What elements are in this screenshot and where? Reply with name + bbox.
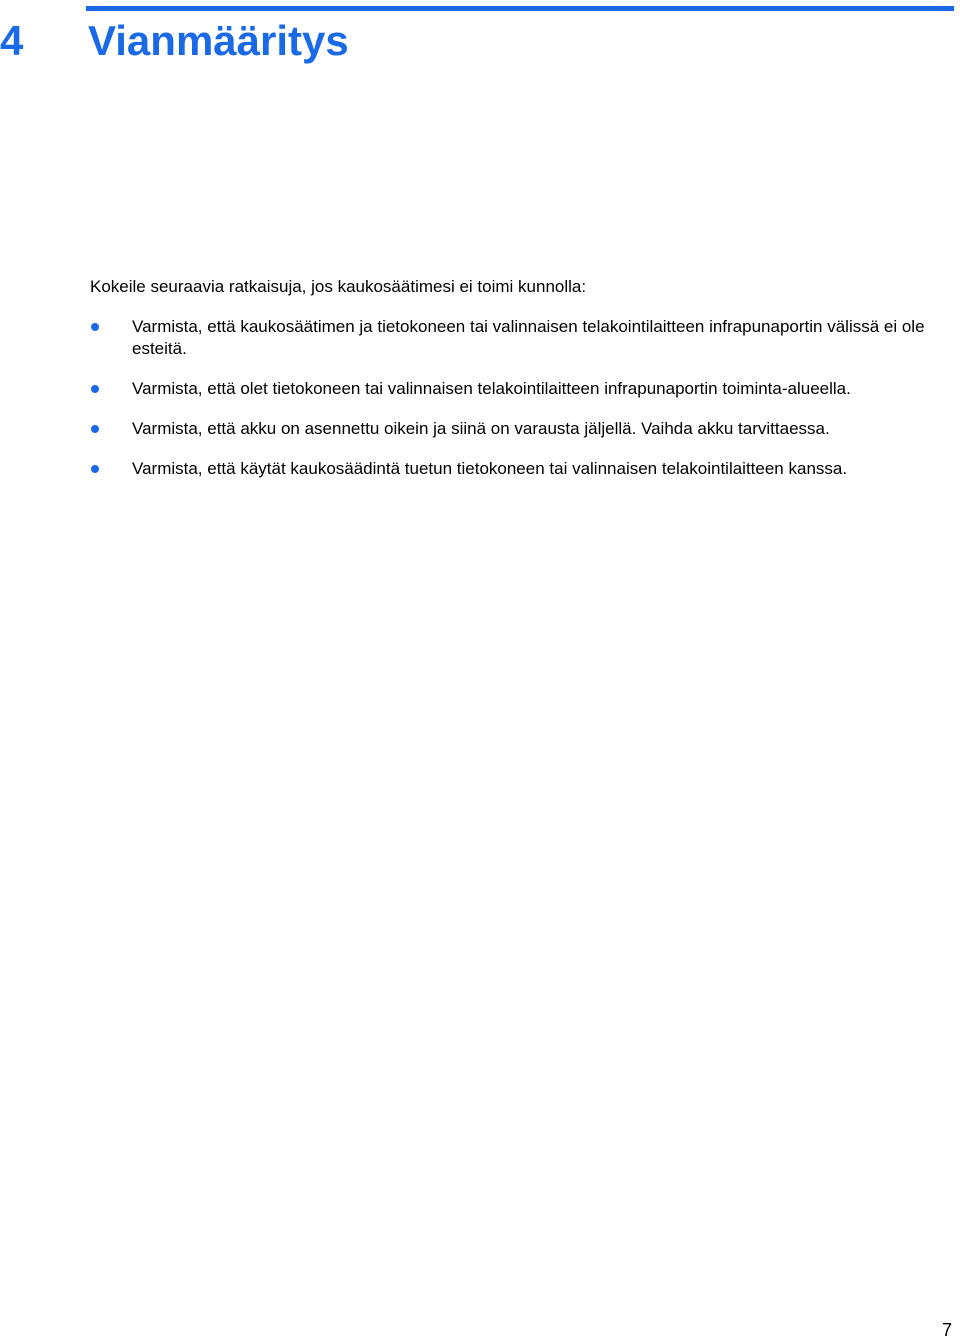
bullet-text: Varmista, että akku on asennettu oikein ja siinä on varausta jäljellä. Vaihda akku tarvittaessa. xyxy=(132,419,830,438)
bullet-icon xyxy=(91,425,99,433)
page-number: 7 xyxy=(941,1320,952,1340)
bullet-list xyxy=(0,316,960,498)
list-item xyxy=(0,418,960,440)
bullet-icon xyxy=(91,385,99,393)
bullet-icon xyxy=(91,323,99,331)
chapter-title: Vianmääritys xyxy=(88,17,349,64)
top-rule xyxy=(86,6,954,11)
list-item xyxy=(0,378,960,400)
intro-text: Kokeile seuraavia ratkaisuja, jos kaukosäätimesi ei toimi kunnolla: xyxy=(90,277,587,296)
bullet-text: Varmista, että olet tietokoneen tai valinnaisen telakointilaitteen infrapunaportin toiminta-alueella. xyxy=(132,379,851,398)
bullet-text: Varmista, että kaukosäätimen ja tietokoneen tai valinnaisen telakointilaitteen infrapunaportin välissä ei ole esteitä. xyxy=(132,317,925,358)
list-item xyxy=(0,458,960,480)
bullet-text: Varmista, että käytät kaukosäädintä tuetun tietokoneen tai valinnaisen telakointilaitteen kanssa. xyxy=(132,459,848,478)
bullet-icon xyxy=(91,465,99,473)
list-item xyxy=(0,316,960,360)
chapter-number: 4 xyxy=(0,17,24,64)
chapter-heading xyxy=(0,16,960,66)
